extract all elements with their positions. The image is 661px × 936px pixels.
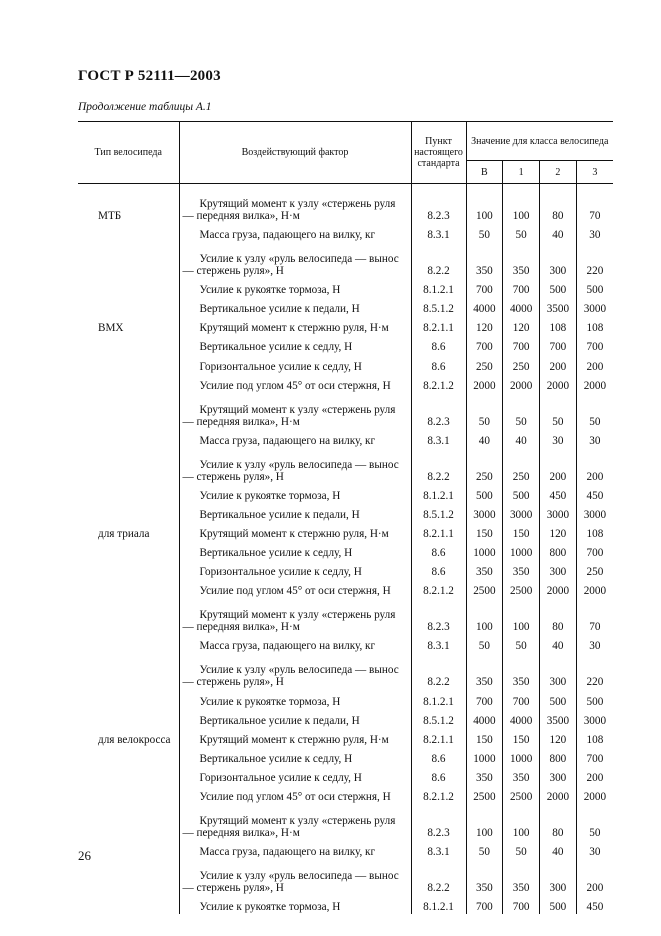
cell-class-1-value: 350 xyxy=(503,653,540,689)
table-row xyxy=(78,728,613,747)
cell-standard-point: 8.6 xyxy=(411,354,466,373)
cell-factor: Вертикальное усилие к педали, Н xyxy=(179,503,411,522)
table-row xyxy=(78,354,613,373)
cell-class-3-value: 3000 xyxy=(576,709,613,728)
cell-class-1-value: 40 xyxy=(503,429,540,448)
cell-bike-type xyxy=(78,242,179,278)
cell-class-3-value: 700 xyxy=(576,541,613,560)
table-row xyxy=(78,429,613,448)
cell-class-b-value: 1000 xyxy=(466,541,503,560)
cell-factor: Усилие к рукоятке тормоза, Н xyxy=(179,689,411,708)
table-body xyxy=(78,184,613,915)
cell-factor: Вертикальное усилие к седлу, Н xyxy=(179,747,411,766)
cell-class-2-value: 30 xyxy=(540,429,577,448)
cell-standard-point: 8.3.1 xyxy=(411,429,466,448)
cell-class-2-value: 800 xyxy=(540,541,577,560)
cell-class-b-value: 50 xyxy=(466,223,503,242)
header-class-values: Значение для класса велосипеда xyxy=(466,122,613,161)
table-row xyxy=(78,560,613,579)
cell-class-1-value: 120 xyxy=(503,316,540,335)
cell-standard-point: 8.3.1 xyxy=(411,840,466,859)
cell-class-1-value: 100 xyxy=(503,804,540,840)
cell-standard-point: 8.2.2 xyxy=(411,859,466,895)
cell-class-2-value: 300 xyxy=(540,859,577,895)
cell-class-2-value: 3500 xyxy=(540,709,577,728)
cell-class-3-value: 200 xyxy=(576,766,613,785)
cell-factor: Крутящий момент к узлу «стержень руля — передняя вилка», Н·м xyxy=(179,393,411,429)
cell-bike-type xyxy=(78,335,179,354)
cell-factor: Усилие под углом 45° от оси стержня, Н xyxy=(179,374,411,393)
cell-class-2-value: 300 xyxy=(540,242,577,278)
cell-standard-point: 8.2.2 xyxy=(411,653,466,689)
table-row xyxy=(78,297,613,316)
cell-class-3-value: 250 xyxy=(576,560,613,579)
table-row xyxy=(78,223,613,242)
cell-bike-type xyxy=(78,354,179,373)
requirements-table xyxy=(78,121,613,914)
cell-class-b-value: 100 xyxy=(466,184,503,224)
table-row xyxy=(78,335,613,354)
cell-class-b-value: 700 xyxy=(466,335,503,354)
cell-class-2-value: 40 xyxy=(540,840,577,859)
cell-class-1-value: 4000 xyxy=(503,709,540,728)
cell-standard-point: 8.2.3 xyxy=(411,598,466,634)
cell-class-b-value: 1000 xyxy=(466,747,503,766)
header-class-b: В xyxy=(466,161,503,184)
cell-class-3-value: 30 xyxy=(576,223,613,242)
cell-class-1-value: 2500 xyxy=(503,785,540,804)
table-row xyxy=(78,278,613,297)
cell-class-b-value: 2500 xyxy=(466,579,503,598)
table-row xyxy=(78,689,613,708)
cell-factor: Крутящий момент к стержню руля, Н·м xyxy=(179,728,411,747)
cell-class-1-value: 700 xyxy=(503,335,540,354)
cell-class-3-value: 108 xyxy=(576,728,613,747)
cell-bike-type xyxy=(78,653,179,689)
cell-factor: Усилие к рукоятке тормоза, Н xyxy=(179,484,411,503)
cell-class-b-value: 150 xyxy=(466,522,503,541)
table-row xyxy=(78,634,613,653)
cell-class-b-value: 50 xyxy=(466,393,503,429)
table-row xyxy=(78,766,613,785)
cell-factor: Усилие под углом 45° от оси стержня, Н xyxy=(179,579,411,598)
table-row xyxy=(78,448,613,484)
cell-bike-type xyxy=(78,393,179,429)
cell-class-2-value: 300 xyxy=(540,766,577,785)
cell-class-1-value: 350 xyxy=(503,859,540,895)
cell-class-1-value: 2000 xyxy=(503,374,540,393)
cell-class-1-value: 700 xyxy=(503,689,540,708)
cell-class-3-value: 70 xyxy=(576,598,613,634)
cell-class-1-value: 250 xyxy=(503,448,540,484)
cell-standard-point: 8.2.1.2 xyxy=(411,579,466,598)
table-row xyxy=(78,895,613,914)
table-row xyxy=(78,653,613,689)
table-row xyxy=(78,393,613,429)
cell-class-3-value: 220 xyxy=(576,653,613,689)
cell-factor: Вертикальное усилие к педали, Н xyxy=(179,297,411,316)
cell-bike-type xyxy=(78,895,179,914)
cell-class-b-value: 2000 xyxy=(466,374,503,393)
cell-class-3-value: 3000 xyxy=(576,503,613,522)
cell-class-2-value: 800 xyxy=(540,747,577,766)
cell-class-1-value: 50 xyxy=(503,840,540,859)
header-class-3: 3 xyxy=(576,161,613,184)
header-standard-point: Пункт настоящего стандарта xyxy=(411,122,466,184)
cell-factor: Крутящий момент к узлу «стержень руля — передняя вилка», Н·м xyxy=(179,184,411,224)
cell-class-b-value: 500 xyxy=(466,484,503,503)
cell-factor: Усилие к узлу «руль велосипеда — вынос — стержень руля», Н xyxy=(179,859,411,895)
cell-factor: Горизонтальное усилие к седлу, Н xyxy=(179,354,411,373)
cell-class-2-value: 2000 xyxy=(540,785,577,804)
cell-standard-point: 8.5.1.2 xyxy=(411,709,466,728)
cell-standard-point: 8.2.2 xyxy=(411,448,466,484)
cell-class-2-value: 40 xyxy=(540,634,577,653)
cell-class-3-value: 2000 xyxy=(576,785,613,804)
table-row xyxy=(78,316,613,335)
cell-class-2-value: 50 xyxy=(540,393,577,429)
cell-class-b-value: 350 xyxy=(466,242,503,278)
cell-class-1-value: 2500 xyxy=(503,579,540,598)
cell-class-1-value: 250 xyxy=(503,354,540,373)
cell-bike-type xyxy=(78,374,179,393)
cell-class-2-value: 300 xyxy=(540,653,577,689)
cell-class-b-value: 120 xyxy=(466,316,503,335)
header-bike-type: Тип велосипеда xyxy=(78,122,179,184)
cell-class-b-value: 4000 xyxy=(466,297,503,316)
cell-class-2-value: 500 xyxy=(540,278,577,297)
cell-class-1-value: 350 xyxy=(503,242,540,278)
cell-standard-point: 8.6 xyxy=(411,747,466,766)
cell-standard-point: 8.1.2.1 xyxy=(411,484,466,503)
cell-bike-type: BMX xyxy=(98,322,124,335)
cell-class-1-value: 1000 xyxy=(503,747,540,766)
cell-class-1-value: 3000 xyxy=(503,503,540,522)
cell-factor: Горизонтальное усилие к седлу, Н xyxy=(179,766,411,785)
table-row xyxy=(78,503,613,522)
cell-standard-point: 8.2.1.2 xyxy=(411,785,466,804)
cell-factor: Усилие к рукоятке тормоза, Н xyxy=(179,278,411,297)
cell-factor: Усилие к узлу «руль велосипеда — вынос — стержень руля», Н xyxy=(179,448,411,484)
cell-standard-point: 8.3.1 xyxy=(411,634,466,653)
cell-class-b-value: 50 xyxy=(466,840,503,859)
cell-class-2-value: 700 xyxy=(540,335,577,354)
cell-class-1-value: 700 xyxy=(503,278,540,297)
cell-class-3-value: 500 xyxy=(576,689,613,708)
cell-standard-point: 8.1.2.1 xyxy=(411,895,466,914)
table-row xyxy=(78,579,613,598)
cell-standard-point: 8.2.3 xyxy=(411,184,466,224)
cell-standard-point: 8.6 xyxy=(411,541,466,560)
cell-factor: Крутящий момент к стержню руля, Н·м xyxy=(179,316,411,335)
cell-bike-type: для триала xyxy=(98,528,150,541)
cell-class-3-value: 2000 xyxy=(576,579,613,598)
cell-standard-point: 8.2.3 xyxy=(411,804,466,840)
cell-class-1-value: 50 xyxy=(503,393,540,429)
cell-factor: Масса груза, падающего на вилку, кг xyxy=(179,634,411,653)
cell-standard-point: 8.1.2.1 xyxy=(411,278,466,297)
cell-bike-type xyxy=(78,541,179,560)
cell-class-b-value: 700 xyxy=(466,278,503,297)
cell-class-b-value: 4000 xyxy=(466,709,503,728)
cell-bike-type xyxy=(78,859,179,895)
cell-class-3-value: 500 xyxy=(576,278,613,297)
cell-class-2-value: 200 xyxy=(540,448,577,484)
cell-class-2-value: 3000 xyxy=(540,503,577,522)
cell-class-1-value: 1000 xyxy=(503,541,540,560)
cell-class-1-value: 350 xyxy=(503,766,540,785)
cell-class-2-value: 40 xyxy=(540,223,577,242)
cell-standard-point: 8.2.3 xyxy=(411,393,466,429)
cell-class-b-value: 100 xyxy=(466,598,503,634)
cell-standard-point: 8.2.1.1 xyxy=(411,728,466,747)
cell-class-1-value: 700 xyxy=(503,895,540,914)
cell-factor: Горизонтальное усилие к седлу, Н xyxy=(179,560,411,579)
cell-class-2-value: 200 xyxy=(540,354,577,373)
cell-class-b-value: 150 xyxy=(466,728,503,747)
cell-bike-type xyxy=(78,448,179,484)
cell-bike-type xyxy=(78,785,179,804)
cell-class-2-value: 300 xyxy=(540,560,577,579)
cell-standard-point: 8.3.1 xyxy=(411,223,466,242)
cell-bike-type xyxy=(78,598,179,634)
table-row xyxy=(78,804,613,840)
cell-class-2-value: 3500 xyxy=(540,297,577,316)
cell-class-2-value: 2000 xyxy=(540,374,577,393)
cell-class-2-value: 80 xyxy=(540,598,577,634)
header-factor: Воздействующий фактор xyxy=(179,122,411,184)
cell-class-b-value: 350 xyxy=(466,560,503,579)
cell-bike-type: для велокросса xyxy=(98,733,171,746)
table-row xyxy=(78,598,613,634)
cell-class-3-value: 30 xyxy=(576,429,613,448)
cell-class-b-value: 700 xyxy=(466,689,503,708)
cell-class-1-value: 150 xyxy=(503,522,540,541)
cell-class-3-value: 70 xyxy=(576,184,613,224)
table-row xyxy=(78,709,613,728)
cell-class-3-value: 200 xyxy=(576,448,613,484)
cell-bike-type: МТБ xyxy=(98,210,122,222)
cell-class-2-value: 80 xyxy=(540,804,577,840)
cell-class-1-value: 150 xyxy=(503,728,540,747)
table-row xyxy=(78,374,613,393)
cell-bike-type xyxy=(78,503,179,522)
cell-standard-point: 8.2.1.1 xyxy=(411,522,466,541)
cell-bike-type xyxy=(78,429,179,448)
cell-factor: Крутящий момент к узлу «стержень руля — передняя вилка», Н·м xyxy=(179,804,411,840)
cell-bike-type xyxy=(78,840,179,859)
cell-factor: Вертикальное усилие к седлу, Н xyxy=(179,541,411,560)
cell-standard-point: 8.2.2 xyxy=(411,242,466,278)
cell-bike-type xyxy=(78,297,179,316)
table-row xyxy=(78,522,613,541)
cell-class-3-value: 220 xyxy=(576,242,613,278)
cell-bike-type xyxy=(78,804,179,840)
cell-bike-type xyxy=(78,579,179,598)
table-row xyxy=(78,541,613,560)
table-header xyxy=(78,122,613,184)
cell-bike-type xyxy=(78,484,179,503)
cell-standard-point: 8.6 xyxy=(411,766,466,785)
cell-class-3-value: 50 xyxy=(576,393,613,429)
cell-class-1-value: 500 xyxy=(503,484,540,503)
cell-class-2-value: 120 xyxy=(540,728,577,747)
cell-class-1-value: 50 xyxy=(503,634,540,653)
cell-class-2-value: 2000 xyxy=(540,579,577,598)
cell-standard-point: 8.6 xyxy=(411,335,466,354)
cell-class-3-value: 30 xyxy=(576,840,613,859)
table-caption: Продолжение таблицы А.1 xyxy=(78,101,212,113)
cell-class-3-value: 450 xyxy=(576,895,613,914)
cell-bike-type xyxy=(78,766,179,785)
cell-class-3-value: 450 xyxy=(576,484,613,503)
cell-class-3-value: 700 xyxy=(576,335,613,354)
cell-bike-type xyxy=(78,634,179,653)
cell-bike-type xyxy=(78,689,179,708)
table-row xyxy=(78,785,613,804)
cell-class-b-value: 250 xyxy=(466,354,503,373)
cell-class-b-value: 100 xyxy=(466,804,503,840)
cell-class-2-value: 80 xyxy=(540,184,577,224)
cell-bike-type xyxy=(78,709,179,728)
cell-factor: Крутящий момент к стержню руля, Н·м xyxy=(179,522,411,541)
table-row xyxy=(78,242,613,278)
cell-standard-point: 8.6 xyxy=(411,560,466,579)
cell-class-1-value: 50 xyxy=(503,223,540,242)
cell-class-b-value: 700 xyxy=(466,895,503,914)
cell-class-2-value: 108 xyxy=(540,316,577,335)
cell-class-b-value: 3000 xyxy=(466,503,503,522)
cell-class-3-value: 2000 xyxy=(576,374,613,393)
cell-factor: Масса груза, падающего на вилку, кг xyxy=(179,840,411,859)
cell-bike-type xyxy=(78,747,179,766)
cell-class-2-value: 500 xyxy=(540,689,577,708)
table-row xyxy=(78,840,613,859)
cell-class-b-value: 250 xyxy=(466,448,503,484)
table-row xyxy=(78,184,613,224)
document-title: ГОСТ Р 52111—2003 xyxy=(78,68,221,84)
cell-class-3-value: 108 xyxy=(576,316,613,335)
header-class-2: 2 xyxy=(540,161,577,184)
cell-standard-point: 8.1.2.1 xyxy=(411,689,466,708)
cell-class-b-value: 50 xyxy=(466,634,503,653)
cell-class-3-value: 200 xyxy=(576,859,613,895)
cell-factor: Усилие к узлу «руль велосипеда — вынос — стержень руля», Н xyxy=(179,653,411,689)
cell-factor: Усилие к узлу «руль велосипеда — вынос — стержень руля», Н xyxy=(179,242,411,278)
table-row xyxy=(78,747,613,766)
cell-standard-point: 8.5.1.2 xyxy=(411,297,466,316)
cell-class-3-value: 108 xyxy=(576,522,613,541)
cell-class-b-value: 2500 xyxy=(466,785,503,804)
cell-class-2-value: 120 xyxy=(540,522,577,541)
cell-class-1-value: 350 xyxy=(503,560,540,579)
cell-class-b-value: 350 xyxy=(466,766,503,785)
cell-class-1-value: 4000 xyxy=(503,297,540,316)
cell-factor: Масса груза, падающего на вилку, кг xyxy=(179,223,411,242)
cell-class-b-value: 40 xyxy=(466,429,503,448)
cell-factor: Вертикальное усилие к педали, Н xyxy=(179,709,411,728)
cell-factor: Усилие под углом 45° от оси стержня, Н xyxy=(179,785,411,804)
cell-class-b-value: 350 xyxy=(466,653,503,689)
cell-class-3-value: 3000 xyxy=(576,297,613,316)
cell-class-1-value: 100 xyxy=(503,184,540,224)
cell-factor: Вертикальное усилие к седлу, Н xyxy=(179,335,411,354)
cell-class-3-value: 50 xyxy=(576,804,613,840)
cell-bike-type xyxy=(78,560,179,579)
cell-class-b-value: 350 xyxy=(466,859,503,895)
table-row xyxy=(78,484,613,503)
cell-factor: Крутящий момент к узлу «стержень руля — передняя вилка», Н·м xyxy=(179,598,411,634)
header-class-1: 1 xyxy=(503,161,540,184)
cell-standard-point: 8.2.1.1 xyxy=(411,316,466,335)
cell-class-1-value: 100 xyxy=(503,598,540,634)
cell-standard-point: 8.2.1.2 xyxy=(411,374,466,393)
cell-factor: Масса груза, падающего на вилку, кг xyxy=(179,429,411,448)
table-row xyxy=(78,859,613,895)
cell-class-2-value: 500 xyxy=(540,895,577,914)
cell-standard-point: 8.5.1.2 xyxy=(411,503,466,522)
cell-bike-type xyxy=(78,278,179,297)
cell-class-3-value: 700 xyxy=(576,747,613,766)
cell-bike-type xyxy=(78,223,179,242)
page-number: 26 xyxy=(78,848,91,863)
cell-factor: Усилие к рукоятке тормоза, Н xyxy=(179,895,411,914)
cell-class-3-value: 200 xyxy=(576,354,613,373)
cell-class-2-value: 450 xyxy=(540,484,577,503)
cell-class-3-value: 30 xyxy=(576,634,613,653)
